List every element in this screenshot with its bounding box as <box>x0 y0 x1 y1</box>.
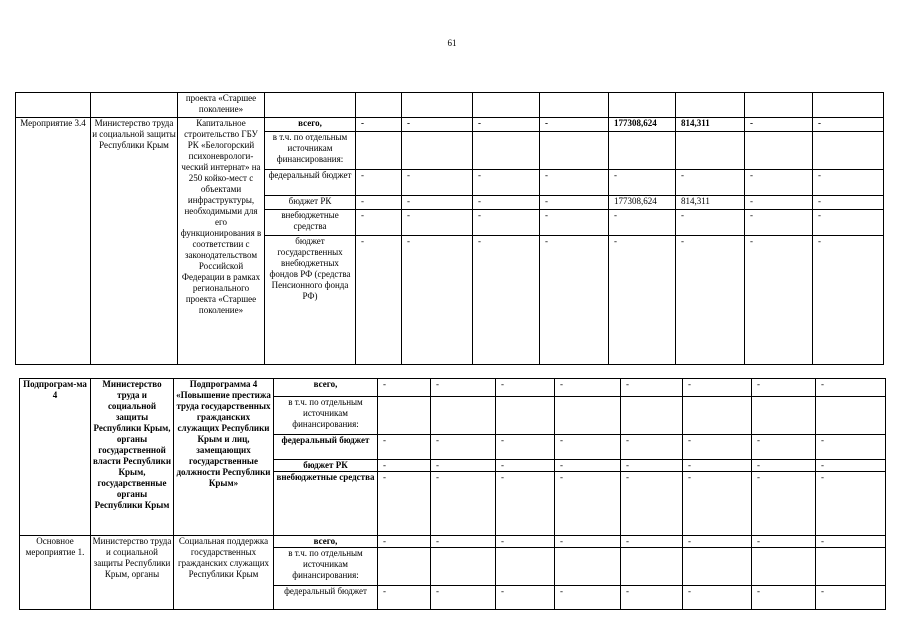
financing-table-top <box>15 92 884 365</box>
source-cell: бюджет РК <box>265 196 356 210</box>
subprogram-description: Подпрограмма 4 «Повышение престижа труда государственных гражданских служащих Республики Крым и лиц, замещающих государственные должности Республики Крым» <box>174 379 274 536</box>
subprogram-executor: Министерство труда и социальной защиты Республики Крым, органы государственной власти Республики Крым, государственные органы Республики Крым <box>91 379 174 536</box>
financing-table-bottom <box>19 378 886 610</box>
subprogram-code: Подпрограм-ма 4 <box>20 379 91 536</box>
source-cell: федеральный бюджет <box>265 170 356 196</box>
source-cell: в т.ч. по отдельным источникам финансирования: <box>265 132 356 170</box>
main-event-executor: Министерство труда и социальной защиты Республики Крым, органы <box>91 536 174 610</box>
page-number: 61 <box>447 38 457 48</box>
table-row: Подпрограм-ма 4 Министерство труда и социальной защиты Республики Крым, органы государственной власти Республики Крым, государственные органы Республики Крым Подпрограмма 4 «Повышение престижа труда государственных гражданских служащих Республики Крым и лиц, замещающих государственные должности Республики Крым» всего, - - - - - - - - <box>20 379 886 397</box>
table-row: внебюджетные средства - - - - - - - - <box>20 472 886 536</box>
table-row: федеральный бюджет - - - - - - - - <box>16 170 884 196</box>
event-description: Капитальное строительство ГБУ РК «Белогорский психоневрологи-ческий интернат» на 250 койко-мест с объектами инфраструктуры, необходимыми для его функционирования в соответствии с законодательством Российской Федерации в рамках регионального проекта «Старшее поколение» <box>178 118 265 365</box>
table-row: Основное мероприятие 1. Министерство труда и социальной защиты Республики Крым, органы Социальная поддержка государственных гражданских служащих Республики Крым всего, - - - - - - - - <box>20 536 886 548</box>
table-row <box>16 93 884 118</box>
table-row: внебюджетные средства - - - - - - - - <box>16 210 884 236</box>
source-cell: всего, <box>265 118 356 132</box>
source-cell: бюджет государственных внебюджетных фондов РФ (средства Пенсионного фонда РФ) <box>265 236 356 365</box>
table-row: федеральный бюджет - - - - - - - - <box>20 586 886 610</box>
event-executor: Министерство труда и социальной защиты Республики Крым <box>91 118 178 365</box>
table-row: федеральный бюджет - - - - - - - - <box>20 435 886 460</box>
source-cell: федеральный бюджет <box>274 435 378 460</box>
main-event-code: Основное мероприятие 1. <box>20 536 91 610</box>
source-cell: бюджет РК <box>274 460 378 472</box>
source-cell: в т.ч. по отдельным источникам финансирования: <box>274 397 378 435</box>
source-cell: внебюджетные средства <box>265 210 356 236</box>
table-row: бюджет государственных внебюджетных фондов РФ (средства Пенсионного фонда РФ) - - - - - - - - <box>16 236 884 365</box>
event-code: Мероприятие 3.4 <box>16 118 91 365</box>
table-row: бюджет РК - - - - - - - - <box>20 460 886 472</box>
source-cell: федеральный бюджет <box>274 586 378 610</box>
source-cell: в т.ч. по отдельным источникам финансирования: <box>274 548 378 586</box>
table-row: бюджет РК - - - - 177308,624 814,311 - - <box>16 196 884 210</box>
description-cell: проекта «Старшее поколение» <box>178 93 265 118</box>
main-event-description: Социальная поддержка государственных гражданских служащих Республики Крым <box>174 536 274 610</box>
source-cell: всего, <box>274 379 378 397</box>
table-row: Мероприятие 3.4 Министерство труда и социальной защиты Республики Крым Капитальное строительство ГБУ РК «Белогорский психоневрологи-ческий интернат» на 250 койко-мест с объектами инфраструктуры, необходимыми для его функционирования в соответствии с законодательством Российской Федерации в рамках регионального проекта «Старшее поколение» всего, - - - - 177308,624 814,311 - - <box>16 118 884 132</box>
source-cell: внебюджетные средства <box>274 472 378 536</box>
source-cell: всего, <box>274 536 378 548</box>
